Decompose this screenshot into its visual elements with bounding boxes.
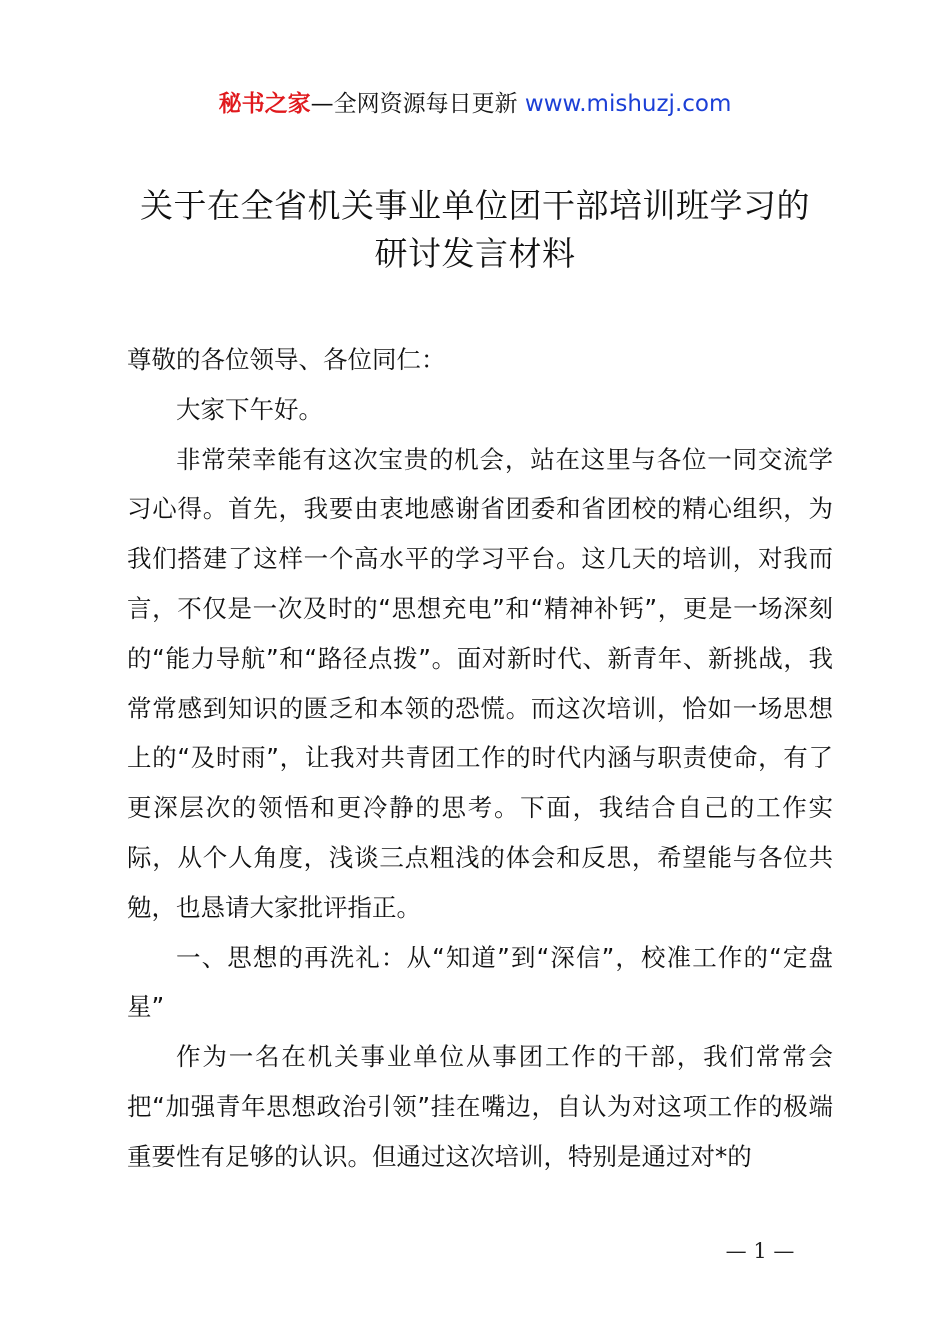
header-url-link[interactable]: www.mishuzj.com [524,91,732,117]
title-line-1: 关于在全省机关事业单位团干部培训班学习的 [140,186,810,225]
site-header [0,86,950,122]
section-heading-1: 一、思想的再洗礼：从“知道”到“深信”，校准工作的“定盘星” [127,942,833,1022]
document-title [0,182,950,278]
brand-name: 秘书之家 [218,91,311,117]
greeting: 大家下午好。 [176,394,323,424]
title-line-2: 研讨发言材料 [374,234,576,273]
salutation: 尊敬的各位领导、各位同仁： [127,345,446,374]
paragraph-intro: 非常荣幸能有这次宝贵的机会，站在这里与各位一同交流学习心得。首先，我要由衷地感谢省团委和省团校的精心组织，为我们搭建了这样一个高水平的学习平台。这几天的培训，对我而言，不仅是一次及时的“思想充电”和“精神补钙”，更是一场深刻的“能力导航”和“路径点拨”。面对新时代、新青年、新挑战，我常常感到知识的匮乏和本领的恐慌。而这次培训，恰如一场思想上的“及时雨”，让我对共青团工作的时代内涵与职责使命，有了更深层次的领悟和更冷静的思考。下面，我结合自己的工作实际，从个人角度，浅谈三点粗浅的体会和反思，希望能与各位共勉，也恳请大家批评指正。 [127,444,833,922]
page-number: — 1 — [725,1239,795,1263]
document-body [127,335,833,1182]
paragraph-section-1: 作为一名在机关事业单位从事团工作的干部，我们常常会把“加强青年思想政治引领”挂在嘴边，自认为对这项工作的极端重要性有足够的认识。但通过这次培训，特别是通过对*的 [127,1042,833,1171]
header-slogan: —全网资源每日更新 [310,91,518,117]
